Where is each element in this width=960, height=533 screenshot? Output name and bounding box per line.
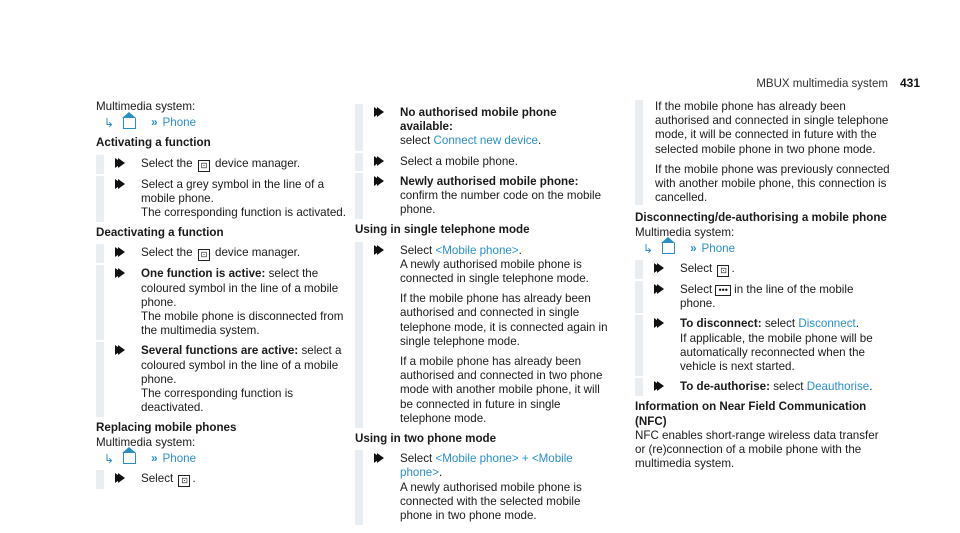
intro-text: Multimedia system: [96,435,196,449]
step: Select a mobile phone. [355,155,610,169]
heading-replacing: Replacing mobile phones [96,421,237,435]
heading-deactivating: Deactivating a function [96,226,224,240]
intro-text: Multimedia system: [635,225,735,239]
home-icon [123,453,136,464]
step: To de-authorise: select Deauthorise. [635,380,890,394]
step-bullet-icon [654,284,661,294]
step: One function is active: select the coloured symbol in the line of a mobile phone. The mobile phone is disconnected from the multimedia system. [96,267,351,338]
home-icon [662,243,675,254]
mobile-phone-option: <Mobile phone> [435,243,519,257]
step: Select <Mobile phone> + <Mobile phone>. A newly authorised mobile phone is connected with the selected mobile phone in two phone mode. [355,452,610,523]
home-icon [123,118,136,129]
two-phone-option: <Mobile phone> + <Mobile phone> [400,452,573,480]
disconnect-option: Disconnect [798,317,856,331]
step-bullet-icon [654,263,661,273]
chevron-double-icon: » [690,241,697,255]
device-manager-icon: ⊡ [198,160,210,172]
step-bullet-icon [374,156,381,166]
step-bullet-icon [115,268,122,278]
device-manager-icon: ⊡ [717,265,729,277]
column-3 [635,100,890,471]
continued-step: If the mobile phone has already been authorised and connected in single telephone mode, it will be connected in future with the selected mobile phone in two phone mode. If the mobile phone was previously connected with another mobile phone, this connection is cancelled. [635,100,890,205]
path-item: Phone [162,451,197,465]
step: Several functions are active: select a coloured symbol in the line of a mobile phone. The corresponding function is deactivated. [96,344,351,415]
step-bullet-icon [115,345,122,355]
intro-text: Multimedia system: [96,100,196,113]
chevron-double-icon: » [151,116,158,130]
step-bullet-icon [654,318,661,328]
device-manager-icon: ⊡ [178,475,190,487]
column-1 [96,100,351,493]
step-bullet-icon [374,176,381,186]
step-bullet-icon [654,381,661,391]
heading-single-mode: Using in single telephone mode [355,223,530,237]
step: Newly authorised mobile phone: confirm the number code on the mobile phone. [355,175,610,218]
step: No authorised mobile phone available: select Connect new device. [355,106,610,149]
column-2 [355,100,610,529]
step: Select ⊡ . [635,262,890,277]
deauthorise-option: Deauthorise [806,380,870,394]
step-bullet-icon [374,453,381,463]
path-item: Phone [701,241,736,255]
step: Select the ⊡ device manager. [96,157,351,172]
step-bullet-icon [115,473,122,483]
step: Select ⊡ . [96,472,351,487]
heading-activating: Activating a function [96,136,211,150]
path-arrow-icon: ↳ [104,116,115,131]
device-manager-icon: ⊡ [198,249,210,261]
heading-disconnecting: Disconnecting/de-authorising a mobile phone [635,211,887,225]
menu-path [104,452,351,466]
step: Select ••• in the line of the mobile phone. [635,283,890,311]
path-arrow-icon: ↳ [643,241,654,256]
step-bullet-icon [374,107,381,117]
step-bullet-icon [115,179,122,189]
menu-path [104,116,351,130]
connect-new-device-link: Connect new device [433,134,538,148]
more-options-icon: ••• [715,285,730,296]
step-bullet-icon [374,245,381,255]
chevron-double-icon: » [151,451,158,465]
step-bullet-icon [115,158,122,168]
nfc-text: NFC enables short-range wireless data transfer or (re)connection of a mobile phone with the multimedia system. [635,428,879,471]
step: To disconnect: select Disconnect. If applicable, the mobile phone will be automatically reconnected when the vehicle is next started. [635,317,890,374]
heading-nfc: Information on Near Field Communication (NFC) [635,400,867,428]
page-header [756,76,920,91]
step: Select <Mobile phone>. A newly authorised mobile phone is connected in single telephone mode. If the mobile phone has already been authorised and connected in single telephone mode, it is connected again in single telephone mode. If a mobile phone has already been authorised and connected in two phone mode with another mobile phone, it will be connected in future in single telephone mode. [355,244,610,426]
step: Select a grey symbol in the line of a mobile phone. The corresponding function is activated. [96,178,351,221]
heading-two-phone-mode: Using in two phone mode [355,432,497,446]
page-number: 431 [899,76,920,90]
path-item: Phone [162,116,197,130]
step-bullet-icon [115,247,122,257]
header-title: MBUX multimedia system [756,78,888,90]
menu-path [643,242,890,256]
step: Select the ⊡ device manager. [96,246,351,261]
path-arrow-icon: ↳ [104,451,115,466]
